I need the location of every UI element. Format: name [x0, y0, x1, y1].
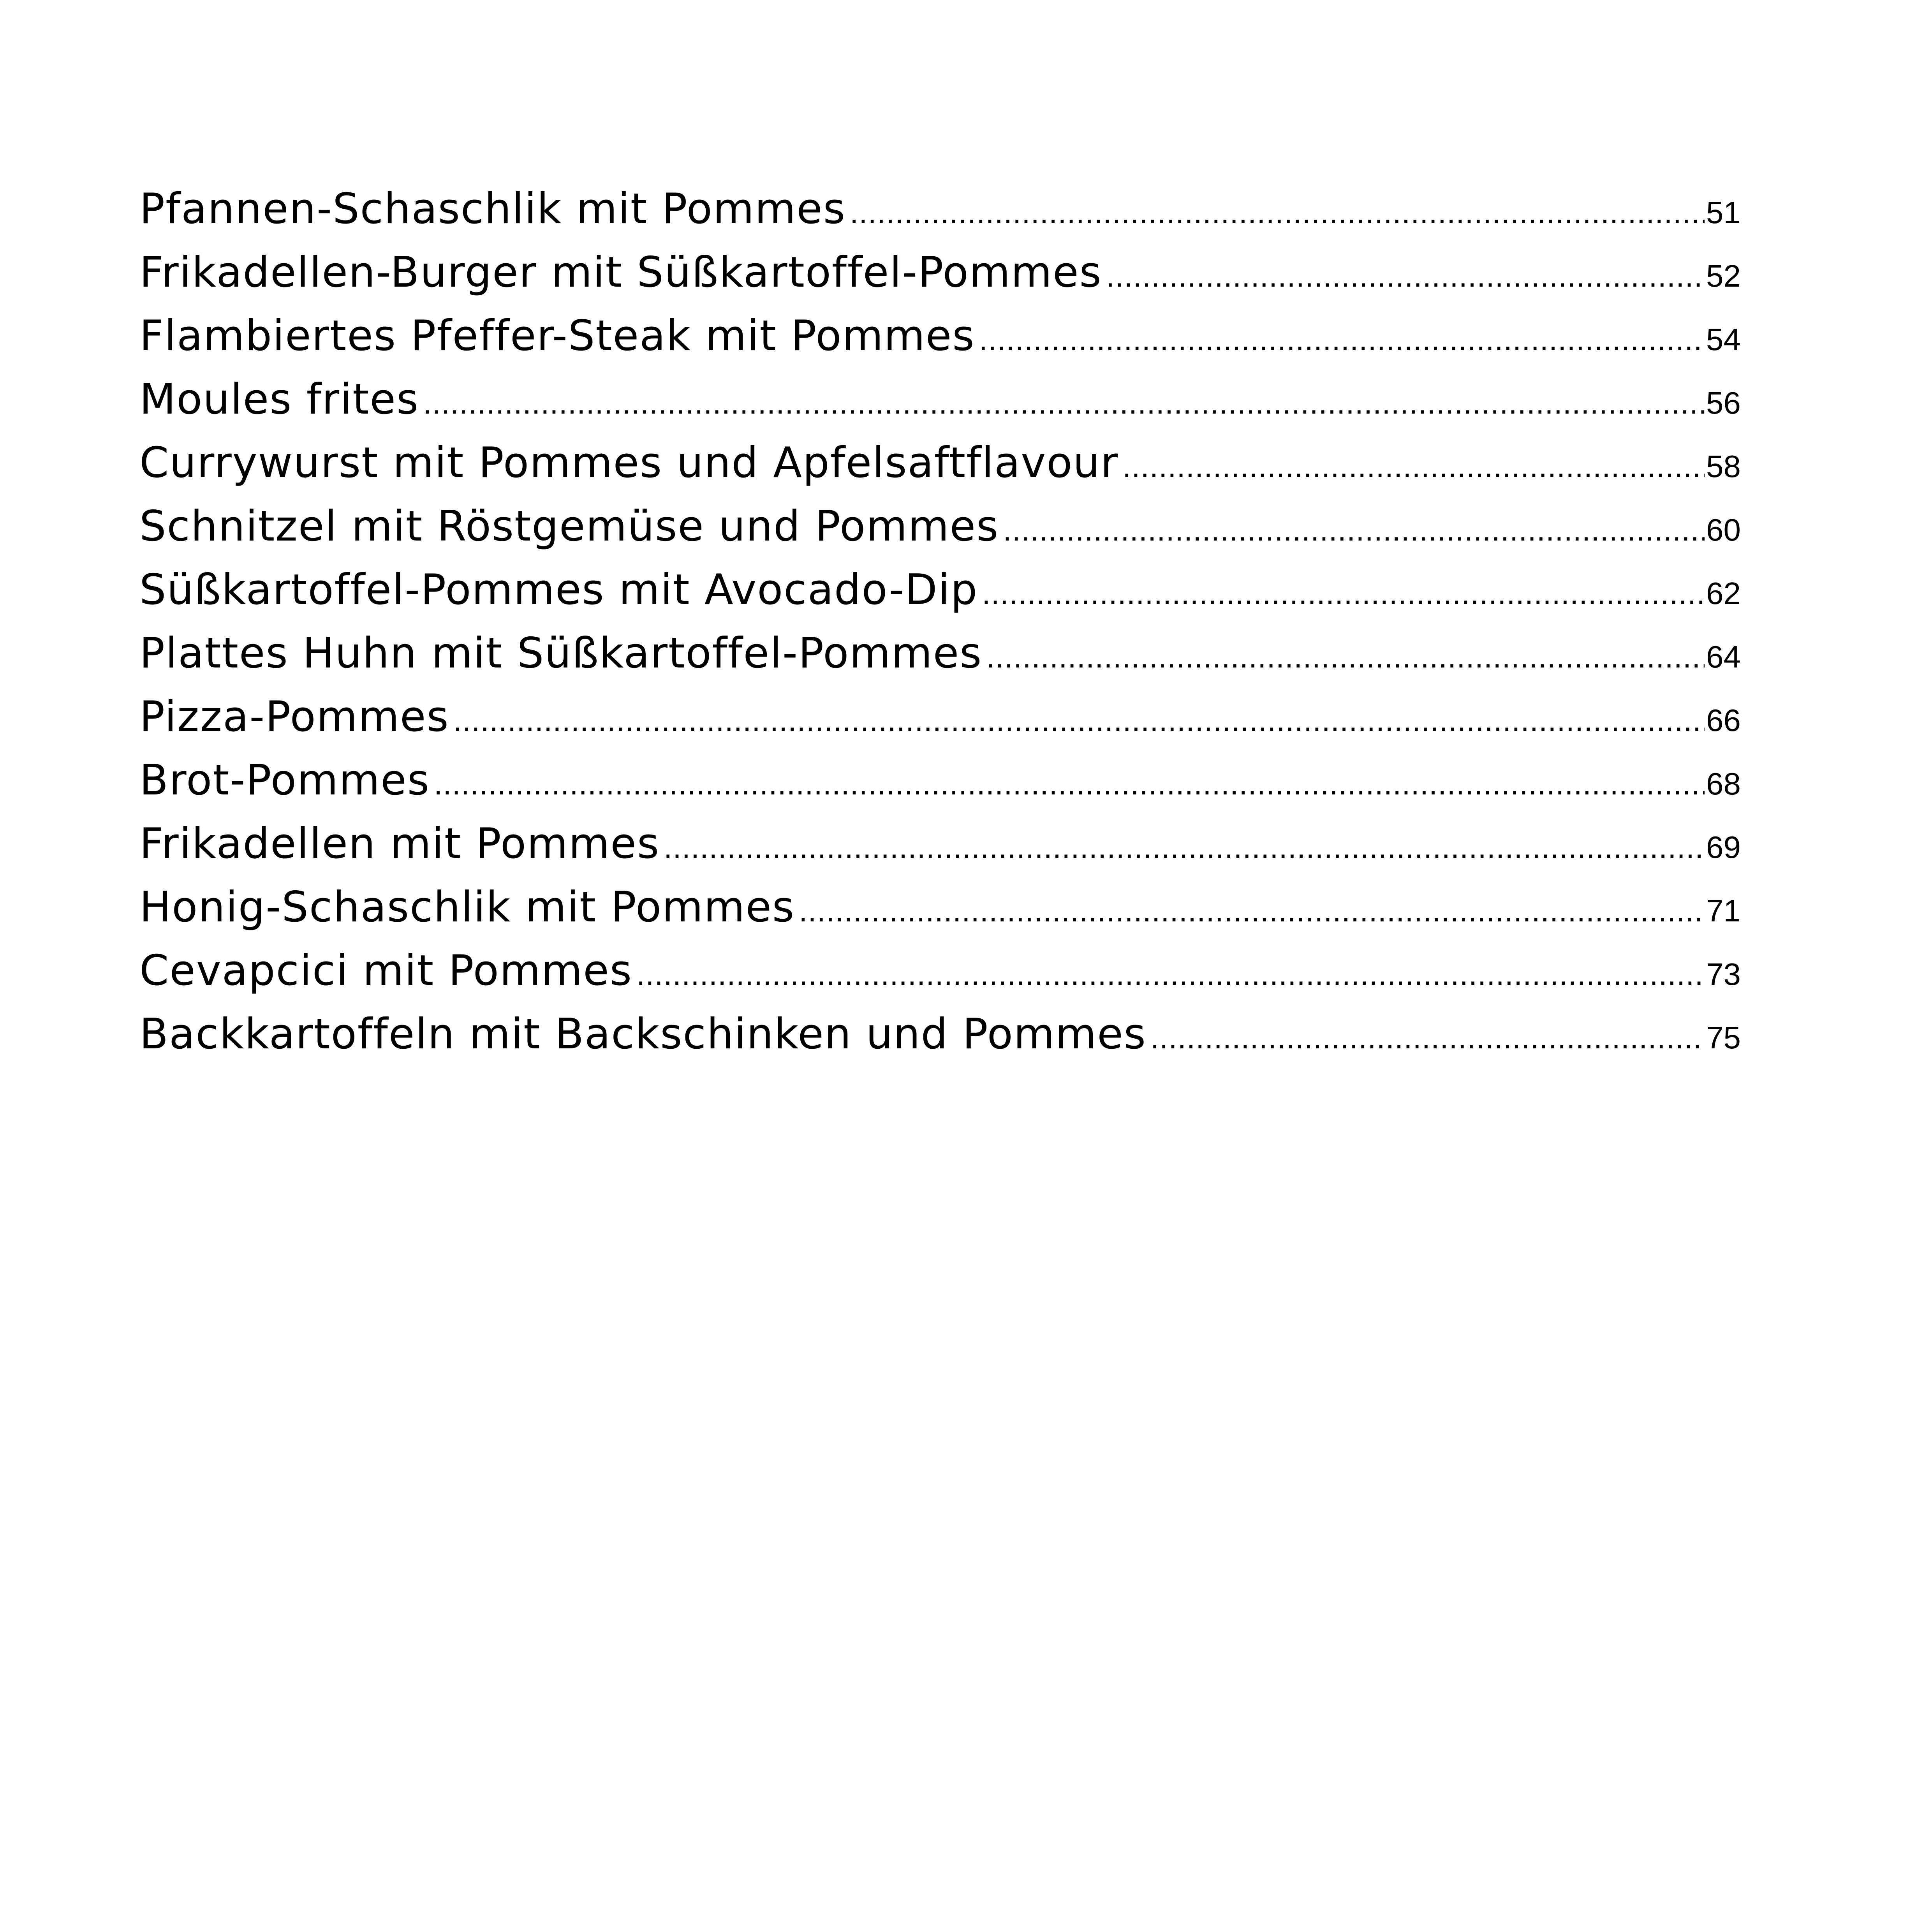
toc-entry-page: 71: [1706, 893, 1741, 928]
toc-entry[interactable]: [139, 368, 1741, 431]
toc-entry-page: 68: [1706, 766, 1741, 801]
toc-dot-leader: [664, 815, 1705, 879]
toc-entry-page: 60: [1706, 512, 1741, 547]
toc-entry-title: Schnitzel mit Röstgemüse und Pommes: [139, 502, 999, 551]
toc-dot-leader: [986, 625, 1705, 689]
toc-entry-page: 62: [1706, 576, 1741, 611]
toc-dot-leader: [1106, 244, 1705, 308]
toc-dot-leader: [979, 308, 1705, 371]
toc-entry[interactable]: [139, 875, 1741, 939]
toc-dot-leader: [1122, 435, 1705, 498]
toc-entry[interactable]: [139, 939, 1741, 1002]
toc-entry[interactable]: [139, 241, 1741, 304]
toc-entry[interactable]: [139, 177, 1741, 241]
toc-entry[interactable]: [139, 812, 1741, 875]
toc-entry-page: 69: [1706, 830, 1741, 865]
toc-entry-page: 75: [1706, 1020, 1741, 1055]
toc-entry-page: 66: [1706, 703, 1741, 738]
toc-entry-page: 51: [1706, 195, 1741, 230]
toc-entry-title: Honig-Schaschlik mit Pommes: [139, 883, 795, 932]
toc-entry-title: Frikadellen mit Pommes: [139, 819, 660, 868]
toc-entry-page: 64: [1706, 639, 1741, 674]
toc-dot-leader: [434, 752, 1705, 815]
toc-dot-leader: [799, 879, 1705, 942]
toc-entry[interactable]: [139, 304, 1741, 368]
toc-dot-leader: [423, 371, 1705, 435]
toc-entry-title: Frikadellen-Burger mit Süßkartoffel-Pommes: [139, 248, 1102, 297]
toc-entry-title: Backkartoffeln mit Backschinken und Pommes: [139, 1010, 1147, 1058]
toc-entry-title: Flambiertes Pfeffer-Steak mit Pommes: [139, 312, 975, 360]
toc-entry[interactable]: [139, 1002, 1741, 1066]
toc-entry[interactable]: [139, 495, 1741, 558]
toc-dot-leader: [636, 942, 1705, 1006]
table-of-contents: [139, 177, 1741, 1066]
toc-entry-title: Süßkartoffel-Pommes mit Avocado-Dip: [139, 565, 978, 614]
toc-entry-title: Plattes Huhn mit Süßkartoffel-Pommes: [139, 629, 983, 678]
toc-entry-page: 73: [1706, 957, 1741, 992]
toc-entry-page: 58: [1706, 449, 1741, 484]
toc-entry-page: 56: [1706, 386, 1741, 420]
toc-dot-leader: [850, 181, 1705, 244]
toc-entry[interactable]: [139, 748, 1741, 812]
toc-entry[interactable]: [139, 685, 1741, 748]
toc-entry-title: Brot-Pommes: [139, 756, 430, 805]
toc-dot-leader: [1150, 1006, 1705, 1069]
toc-entry-page: 54: [1706, 322, 1741, 357]
toc-dot-leader: [453, 689, 1705, 752]
toc-entry-title: Cevapcici mit Pommes: [139, 946, 632, 995]
toc-entry-page: 52: [1706, 259, 1741, 293]
toc-entry-title: Pfannen-Schaschlik mit Pommes: [139, 185, 846, 233]
toc-entry-title: Currywurst mit Pommes und Apfelsaftflavour: [139, 439, 1119, 487]
toc-entry-title: Moules frites: [139, 375, 419, 424]
toc-entry[interactable]: [139, 622, 1741, 685]
toc-entry-title: Pizza-Pommes: [139, 692, 449, 741]
toc-entry[interactable]: [139, 558, 1741, 622]
toc-dot-leader: [982, 562, 1705, 625]
toc-entry[interactable]: [139, 431, 1741, 495]
toc-dot-leader: [1003, 498, 1705, 562]
